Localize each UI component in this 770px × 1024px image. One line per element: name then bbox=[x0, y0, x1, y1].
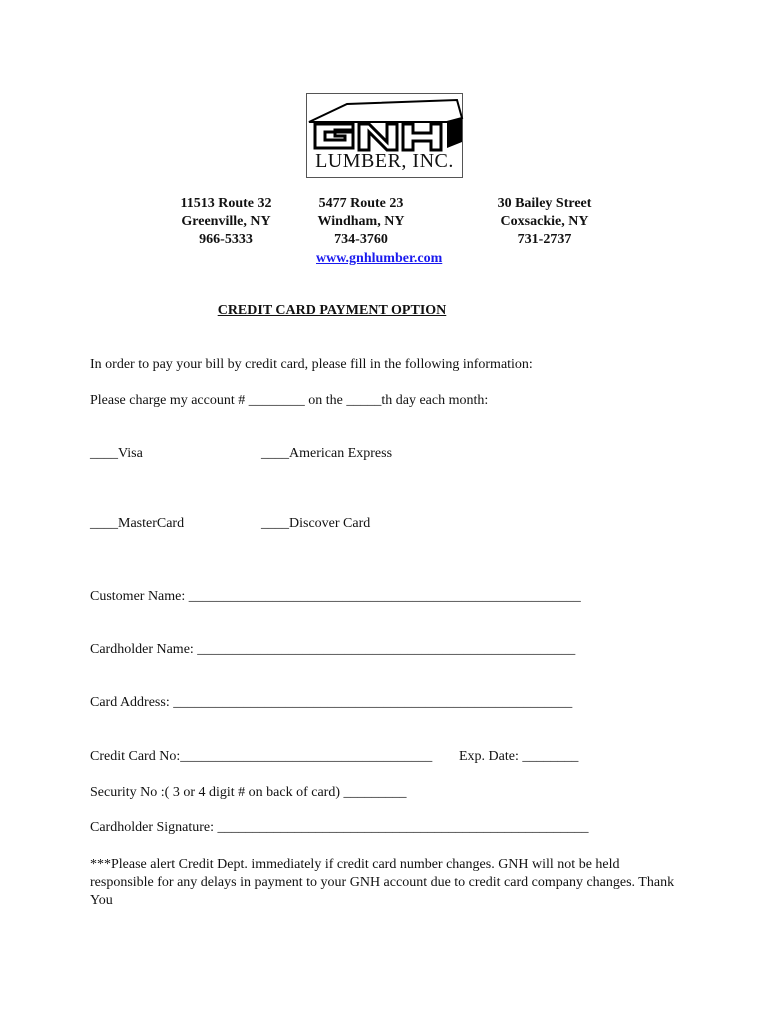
intro-text: In order to pay your bill by credit card, please fill in the following information: bbox=[90, 357, 533, 372]
location-street: 5477 Route 23 bbox=[318, 196, 404, 211]
location-windham bbox=[305, 195, 417, 249]
location-street: 30 Bailey Street bbox=[497, 196, 592, 211]
option-visa[interactable]: ____Visa bbox=[90, 446, 143, 461]
location-phone: 731-2737 bbox=[517, 232, 572, 247]
option-american-express[interactable]: ____American Express bbox=[261, 446, 393, 461]
charge-account-line[interactable]: Please charge my account # ________ on the _____th day each month: bbox=[90, 393, 489, 408]
security-number-field[interactable]: Security No :( 3 or 4 digit # on back of card) _________ bbox=[90, 785, 407, 800]
location-greenville bbox=[170, 195, 282, 249]
location-phone: 734-3760 bbox=[334, 232, 388, 247]
location-street: 11513 Route 32 bbox=[180, 196, 272, 211]
option-discover[interactable]: ____Discover Card bbox=[261, 516, 371, 531]
option-mastercard[interactable]: ____MasterCard bbox=[90, 516, 185, 531]
card-number-field[interactable]: Credit Card No:____________________________________ bbox=[90, 749, 433, 764]
cardholder-name-field[interactable]: Cardholder Name: ______________________________________________________ bbox=[90, 642, 576, 657]
location-coxsackie bbox=[487, 195, 602, 249]
logo-subtitle: LUMBER, INC. bbox=[315, 150, 454, 172]
notice-text: ***Please alert Credit Dept. immediately if credit card number changes. GNH will not be held responsible for any delays in payment to your GNH account due to credit card company changes. Thank You bbox=[90, 857, 675, 908]
company-logo bbox=[306, 93, 463, 178]
location-city: Greenville, NY bbox=[181, 214, 271, 229]
card-address-field[interactable]: Card Address: _________________________________________________________ bbox=[90, 695, 573, 710]
signature-field[interactable]: Cardholder Signature: _____________________________________________________ bbox=[90, 820, 589, 835]
location-city: Coxsackie, NY bbox=[500, 214, 589, 229]
website-link[interactable]: www.gnhlumber.com bbox=[316, 251, 443, 266]
location-city: Windham, NY bbox=[317, 214, 405, 229]
logo-roof-graphic bbox=[307, 94, 464, 154]
customer-name-field[interactable]: Customer Name: ________________________________________________________ bbox=[90, 589, 581, 604]
exp-date-field[interactable]: Exp. Date: ________ bbox=[459, 749, 579, 764]
form-title: CREDIT CARD PAYMENT OPTION bbox=[217, 303, 447, 318]
location-phone: 966-5333 bbox=[199, 232, 253, 247]
